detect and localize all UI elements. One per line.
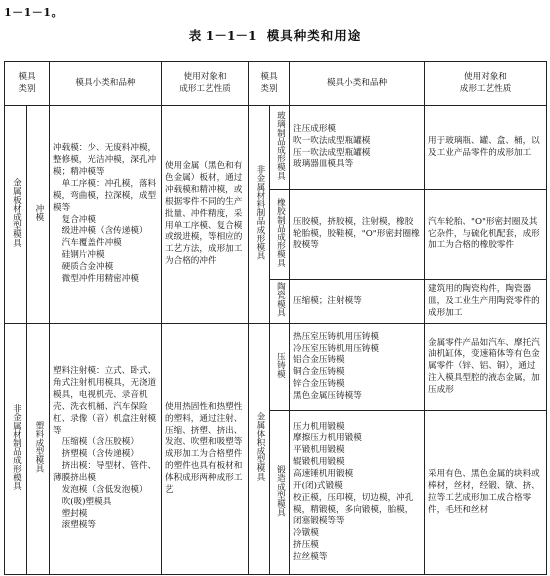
usage-glass: 用于玻璃瓶、罐、盒、桶，以及工业产品零件的成形加工: [425, 106, 547, 190]
items-glass: 注压成形模 吹一吹法成型瓶罐模 压一吹法成型瓶罐模 玻璃器皿模具等: [290, 106, 425, 190]
header-category-right: 模具 类别: [249, 62, 290, 106]
preamble-text: 1－1－1。: [4, 6, 63, 19]
usage-punch-die: 使用金属（黑色和有色金属）板材，通过冲载模和精冲模，或根据零件不同的生产批量、冲件精度，采用单工序模、复合模或级进模，等相应的工艺方法，成形加工为合格的冲件: [162, 106, 249, 324]
sub-ceramic: 陶瓷模具: [270, 280, 290, 324]
caption-title: 模具种类和用途: [266, 28, 362, 43]
header-subtype: 模具小类和品种: [50, 62, 162, 106]
table-caption: [0, 26, 550, 44]
table-row: [5, 106, 547, 190]
items-plastic: 塑料注射模：立式、卧式、角式注射机用模具，无浇道模具，电视机壳、录音机壳、洗衣机桶、汽车保险杠、录像（音）机盒注射模等 压缩模（含压胶模） 挤塑模（含传递模） 挤出模：导型材、管件、薄膜挤出模 发泡模（含低发泡模） 吹(吸)塑模具 塑封模 滚塑模等: [50, 324, 162, 575]
header-subtype-right: 模具小类和品种: [290, 62, 425, 106]
sub-glass: 玻璃制品成形模具: [270, 106, 290, 190]
header-usage-right: 使用对象和 成形工艺性质: [425, 62, 547, 106]
sub-rubber: 橡胶制品成形模具: [270, 190, 290, 280]
sub-plastic: 塑料成型模具: [27, 324, 50, 575]
usage-forging: 采用有色、黑色金属的块料或棒材，丝材，经锻、镦、挤、拉等工艺成形加工成合格零件，毛坯和丝材: [425, 411, 547, 575]
usage-rubber: 汽车轮胎、"O"形密封圈及其它杂件，与硫化机配套，成形加工为合格的橡胶零件: [425, 190, 547, 280]
sub-die-casting: 压铸模: [270, 324, 290, 411]
header-row: [5, 62, 547, 106]
group-nonmetal-right: 非金属材料制品成形模具: [249, 106, 270, 324]
items-rubber: 压胶模，挤胶模，注射模，橡胶轮胎模，胶鞋模，"O"形密封圈橡胶模等: [290, 190, 425, 280]
items-forging: 压力机用锻模 摩擦压力机用锻模 平锻机用锻模 辊锻机用锻模 高速锤机用锻模 开(闭)式锻模 校正模，压印模，切边模，冲孔模，精锻模，多向锻模，胎模，闭塞锻模等等 冷镦模 挤压模 拉丝模等: [290, 411, 425, 575]
usage-plastic: 使用热固性和热塑性的塑料，通过注射、压缩、挤塑、挤出、发泡、吹塑和吸塑等成形加工为合格塑件的塑件也具有板材和体积成形两种成形工艺: [162, 324, 249, 575]
sub-forging: 锻造成型模具: [270, 411, 290, 575]
group-nonmetal-left: 非金属材制品成形模具: [5, 324, 27, 575]
mold-types-table: [4, 61, 547, 575]
header-category: 模具 类别: [5, 62, 50, 106]
usage-ceramic: 建筑用的陶瓷构件，陶瓷器皿，及工业生产用陶瓷零件的成形加工: [425, 280, 547, 324]
sub-punch-die: 冲模: [27, 106, 50, 324]
group-metal-volume: 金属体积成型模具: [249, 324, 270, 575]
header-usage: 使用对象和 成形工艺性质: [162, 62, 249, 106]
items-punch-die: 冲载模：少、无废料冲模，整修模，光洁冲模，深孔冲模；精冲模等 单工序模：冲孔模，落料模，弯曲模，拉深模，成型模等 复合冲模 级进冲模（含传递模） 汽车覆盖件冲模 硅钢片冲模 硬质合金冲模 微型冲件用精密冲模: [50, 106, 162, 324]
table-row: [5, 324, 547, 411]
usage-die-casting: 金属零件产品如汽车、摩托汽油机缸体，变速箱体等有色金属零件（锌、铝、铜），通过注入模具型腔的液态金属，加压成形: [425, 324, 547, 411]
items-ceramic: 压缩模；注射模等: [290, 280, 425, 324]
items-die-casting: 热压室压铸机用压铸模 冷压室压铸机用压铸模 铝合金压铸模 铜合金压铸模 锌合金压铸模 黑色金属压铸模等: [290, 324, 425, 411]
group-sheet-metal: 金属板材成型模具: [5, 106, 27, 324]
caption-number: 表 1－1－1: [188, 28, 257, 43]
